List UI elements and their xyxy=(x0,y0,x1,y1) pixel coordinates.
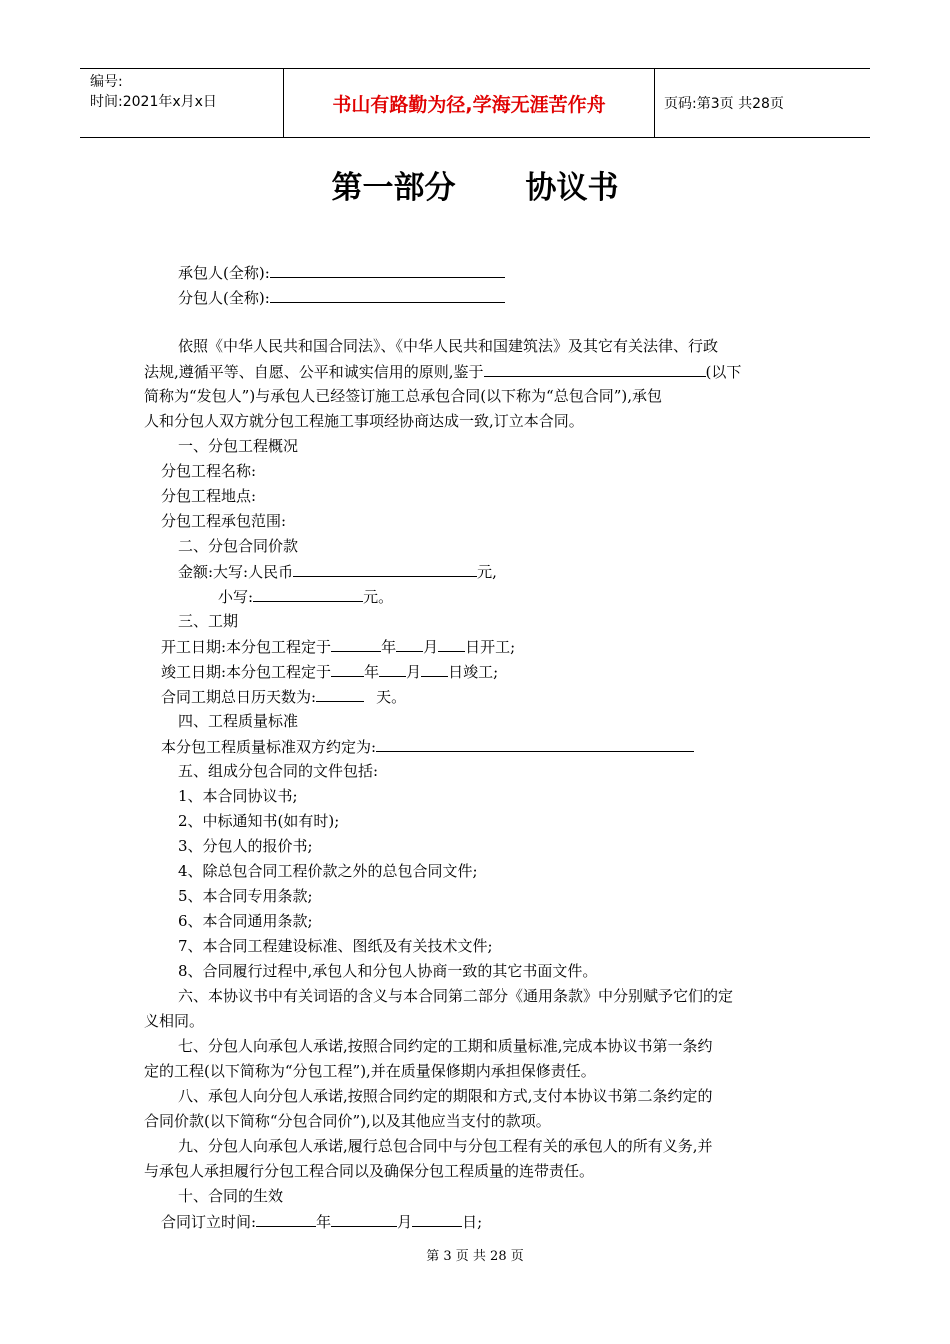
intro-line-3: 简称为“发包人”)与承包人已经签订施工总承包合同(以下称为“总包合同”),承包 xyxy=(144,387,663,405)
sec10-signed xyxy=(161,1211,482,1232)
standard-label: 本分包工程质量标准双方约定为: xyxy=(161,738,377,756)
sec6-line-1: 六、本协议书中有关词语的含义与本合同第二部分《通用条款》中分别赋予它们的定 xyxy=(178,987,734,1005)
finish-month-blank xyxy=(379,661,406,677)
page-title xyxy=(0,162,950,207)
sec10-heading: 十、合同的生效 xyxy=(178,1187,284,1205)
number-label: 编号: xyxy=(90,74,123,90)
contractor-label: 承包人(全称): xyxy=(178,264,270,282)
days-label: 合同工期总日历天数为: xyxy=(161,688,317,706)
title-part: 第一部分 xyxy=(331,170,456,206)
subcontractor-line xyxy=(178,287,505,308)
start-day-label: 日开工; xyxy=(465,638,516,656)
finish-year-label: 年 xyxy=(364,663,380,681)
subcontractor-blank xyxy=(270,287,505,303)
sec4-standard xyxy=(161,736,694,757)
sec2-small xyxy=(218,586,393,607)
list-item: 4、除总包合同工程价款之外的总包合同文件; xyxy=(178,862,478,880)
sec9-line-1: 九、分包人向承包人承诺,履行总包合同中与分包工程有关的承包人的所有义务,并 xyxy=(178,1137,713,1155)
start-label: 开工日期:本分包工程定于 xyxy=(161,638,332,656)
intro-line-2 xyxy=(144,361,741,382)
amount-label: 金额:大写:人民币 xyxy=(178,563,294,581)
list-item: 2、中标通知书(如有时); xyxy=(178,812,340,830)
start-month-label: 月 xyxy=(423,638,439,656)
finish-day-blank xyxy=(421,661,448,677)
employer-blank xyxy=(484,361,706,377)
subcontractor-label: 分包人(全称): xyxy=(178,289,270,307)
signed-label: 合同订立时间: xyxy=(161,1213,257,1231)
header-meta xyxy=(80,69,283,137)
sec5-heading: 五、组成分包合同的文件包括: xyxy=(178,762,379,780)
finish-label: 竣工日期:本分包工程定于 xyxy=(161,663,332,681)
sec7-line-1: 七、分包人向承包人承诺,按照合同约定的工期和质量标准,完成本协议书第一条约 xyxy=(178,1037,713,1055)
header-motto: 书山有路勤为径,学海无涯苦作舟 xyxy=(283,69,655,137)
small-label: 小写: xyxy=(218,588,254,606)
header-page-info: 页码:第3页 共28页 xyxy=(664,96,784,112)
page-footer: 第 3 页 共 28 页 xyxy=(426,1249,524,1264)
start-year-label: 年 xyxy=(381,638,397,656)
list-item: 3、分包人的报价书; xyxy=(178,837,313,855)
sec1-location: 分包工程地点: xyxy=(161,487,257,505)
sec8-line-2: 合同价款(以下简称“分包合同价”),以及其他应当支付的款项。 xyxy=(144,1112,551,1130)
sec3-heading: 三、工期 xyxy=(178,612,239,630)
contractor-line xyxy=(178,262,505,283)
amount-blank xyxy=(293,561,477,577)
signed-year-blank xyxy=(256,1211,316,1227)
list-item: 8、合同履行过程中,承包人和分包人协商一致的其它书面文件。 xyxy=(178,962,598,980)
page-header xyxy=(80,68,870,138)
title-name: 协议书 xyxy=(525,170,619,206)
signed-day-label: 日; xyxy=(462,1213,483,1231)
intro-line-4: 人和分包人双方就分包工程施工事项经协商达成一致,订立本合同。 xyxy=(144,412,584,430)
days-blank xyxy=(316,686,364,702)
standard-blank xyxy=(376,736,694,752)
intro-line-1: 依照《中华人民共和国合同法》、《中华人民共和国建筑法》及其它有关法律、行政 xyxy=(178,337,719,355)
small-unit: 元。 xyxy=(363,588,394,606)
time-label: 时间:2021年x月x日 xyxy=(90,94,217,110)
sec9-line-2: 与承包人承担履行分包工程合同以及确保分包工程质量的连带责任。 xyxy=(144,1162,595,1180)
list-item: 6、本合同通用条款; xyxy=(178,912,313,930)
small-blank xyxy=(253,586,363,602)
sec4-heading: 四、工程质量标准 xyxy=(178,712,299,730)
amount-unit: 元, xyxy=(477,563,497,581)
sec6-line-2: 义相同。 xyxy=(144,1012,205,1030)
sec8-line-1: 八、承包人向分包人承诺,按照合同约定的期限和方式,支付本协议书第二条约定的 xyxy=(178,1087,713,1105)
sec2-amount xyxy=(178,561,497,582)
sec3-finish xyxy=(161,661,498,682)
intro-line-2b: (以下 xyxy=(705,363,742,381)
signed-month-blank xyxy=(331,1211,397,1227)
start-year-blank xyxy=(331,636,381,652)
contractor-blank xyxy=(270,262,505,278)
signed-day-blank xyxy=(412,1211,462,1227)
sec1-scope: 分包工程承包范围: xyxy=(161,512,287,530)
sec1-heading: 一、分包工程概况 xyxy=(178,437,299,455)
list-item: 1、本合同协议书; xyxy=(178,787,298,805)
days-unit: 天。 xyxy=(376,688,407,706)
sec3-start xyxy=(161,636,515,657)
intro-line-2a: 法规,遵循平等、自愿、公平和诚实信用的原则,鉴于 xyxy=(144,363,484,381)
start-day-blank xyxy=(438,636,465,652)
sec1-name: 分包工程名称: xyxy=(161,462,257,480)
finish-day-label: 日竣工; xyxy=(448,663,499,681)
signed-year-label: 年 xyxy=(316,1213,332,1231)
start-month-blank xyxy=(396,636,423,652)
sec7-line-2: 定的工程(以下简称为“分包工程”),并在质量保修期内承担保修责任。 xyxy=(144,1062,596,1080)
finish-year-blank xyxy=(331,661,364,677)
list-item: 7、本合同工程建设标准、图纸及有关技术文件; xyxy=(178,937,493,955)
sec3-days xyxy=(161,686,406,707)
finish-month-label: 月 xyxy=(406,663,422,681)
list-item: 5、本合同专用条款; xyxy=(178,887,313,905)
sec2-heading: 二、分包合同价款 xyxy=(178,537,299,555)
signed-month-label: 月 xyxy=(397,1213,413,1231)
